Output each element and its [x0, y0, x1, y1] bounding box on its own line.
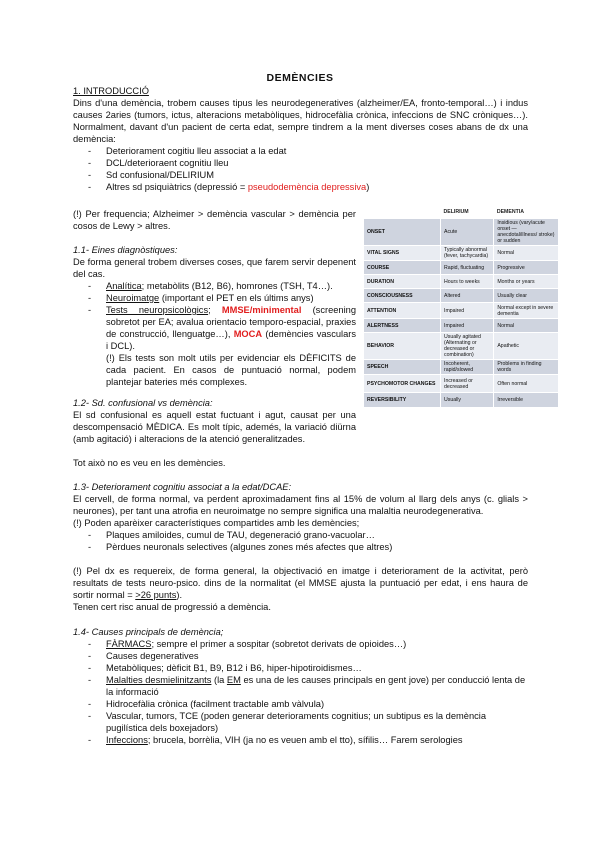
- table-header: [364, 206, 441, 219]
- note: (!) Els tests son molt utils per evidenciar els DÈFICITS de cada pacient. En casos de puntuació normal, podem plantejar bateries més complexes.: [106, 353, 356, 387]
- paragraph: El cervell, de forma normal, va perdent aproximadament fins al 15% de volum al llarg dels anys (c. glials > neurones), per tant una atrofia en neuroimatge no sempre significa una malaltia neurodegenerativa.: [73, 494, 528, 516]
- text: ; metabòlits (B12, B6), homrones (TSH, T4…).: [141, 281, 333, 291]
- table-cell: Normal except in severe dementia: [494, 303, 558, 319]
- table-row-label: REVERSIBILITY: [364, 393, 441, 407]
- text: ; sempre el primer a sospitar (sobretot derivats de opioides…): [151, 639, 407, 649]
- table-cell: Problems in finding words: [494, 360, 558, 375]
- list-item: [73, 292, 356, 304]
- section-heading: 1.3- Deteriorament cognitiu associat a la edat/DCAE:: [73, 482, 292, 492]
- table-row-label: SPEECH: [364, 360, 441, 375]
- section-heading: 1.1- Eines diagnòstiques:: [73, 245, 178, 255]
- table-cell: Incoherent, rapid/slowed: [441, 360, 494, 375]
- table-cell: Usually: [441, 393, 494, 407]
- text: (important el PET en els últims anys): [159, 293, 314, 303]
- table-row: [364, 246, 559, 261]
- bullet-list: [73, 280, 356, 388]
- paragraph: (!) Poden aparèixer característiques compartides amb les demències;: [73, 518, 360, 528]
- section-dcae: [73, 481, 528, 613]
- section-introduccio: [73, 85, 528, 193]
- table-row: [364, 375, 559, 393]
- underlined-text: Analítica: [106, 281, 142, 291]
- paragraph: Tot això no es veu en les demències.: [73, 458, 226, 468]
- table-cell: Irreversible: [494, 393, 558, 407]
- list-item: [73, 181, 528, 193]
- underlined-text: FÀRMACS: [106, 639, 152, 649]
- table-row: [364, 360, 559, 375]
- table-cell: Months or years: [494, 275, 558, 289]
- section-heading: 1. INTRODUCCIÓ: [73, 86, 149, 96]
- table-cell: Usually agitated (Alternating or decreased or combination): [441, 333, 494, 360]
- section-heading: 1.4- Causes principals de demència;: [73, 627, 224, 637]
- table-cell: Hours to weeks: [441, 275, 494, 289]
- table-row-label: ATTENTION: [364, 303, 441, 319]
- text: (screening sobretot per EA; avalua orientacio temporo-espacial, praxies de construcció, llenguatge…),: [106, 305, 356, 339]
- section-causes-principals: [73, 626, 528, 746]
- bullet-list: [73, 638, 528, 746]
- text: ).: [176, 590, 183, 600]
- table-row-label: ONSET: [364, 219, 441, 246]
- text: es una de les causes principals en gent jove) per conducció lenta de la informació: [106, 675, 526, 697]
- list-item: - DCL/deterioraent cognitiu lleu: [73, 157, 528, 169]
- text: ): [366, 182, 370, 192]
- highlight-text: MMSE/minimental: [221, 305, 302, 315]
- list-item: [73, 280, 356, 292]
- table-cell: Acute: [441, 219, 494, 246]
- underlined-text: Neuroimatge: [106, 293, 160, 303]
- list-item: - Plaques amiloides, cumul de TAU, degeneració grano-vacuolar…: [73, 529, 528, 541]
- underlined-text: >26 punts: [135, 590, 177, 600]
- list-item: - Deteriorament cogitiu lleu associat a la edat: [73, 145, 528, 157]
- list-item: [73, 674, 528, 698]
- text: Altres sd psiquiàtrics (depressió =: [106, 182, 248, 192]
- table-row-label: COURSE: [364, 261, 441, 275]
- table-cell: Rapid, fluctuating: [441, 261, 494, 275]
- table-cell: Altered: [441, 289, 494, 303]
- underlined-text: Infeccions: [106, 735, 148, 745]
- paragraph: Tenen cert risc anual de progressió a demència.: [73, 602, 271, 612]
- highlight-text: pseudodemència depressiva: [247, 182, 367, 192]
- section-confusional-vs-demencia: [73, 397, 356, 469]
- list-item: - Hidrocefàlia crònica (facilment tractable amb vàlvula): [73, 698, 528, 710]
- table-row-label: DURATION: [364, 275, 441, 289]
- table-header: DEMENTIA: [494, 206, 558, 219]
- table-cell: Usually clear: [494, 289, 558, 303]
- text: (la: [211, 675, 227, 685]
- table-row: [364, 319, 559, 333]
- section-heading: 1.2- Sd. confusional vs demència:: [73, 398, 213, 408]
- list-item: - Vascular, tumors, TCE (poden generar deterioraments cognitius; un subtipus es la demència pugilística dels boxejadors): [73, 710, 528, 734]
- table-header: DELIRIUM: [441, 206, 494, 219]
- paragraph: [73, 565, 528, 601]
- table-cell: Insidious (vary/acute onset — anecdotal/illness/ stroke) or sudden: [494, 219, 558, 246]
- table-row: [364, 289, 559, 303]
- table-row-label: CONSCIOUSNESS: [364, 289, 441, 303]
- paragraph: De forma general trobem diverses coses, que farem servir depenent del cas.: [73, 257, 356, 279]
- table-cell: Increased or decreased: [441, 375, 494, 393]
- list-item: [73, 304, 356, 388]
- page-title: DEMÈNCIES: [266, 72, 334, 84]
- bullet-list: [73, 529, 528, 553]
- table-row: [364, 303, 559, 319]
- text: (!) Pel dx es requereix, de forma general, la objectivació en imatge i deteriorament de la activitat, però resultats de tests neuro-psico. dins de la normalitat (el MMSE ajusta la puntuació per edat, i ens haura de sortir normal =: [73, 566, 528, 600]
- list-item: - Metabòliques; dèficit B1, B9, B12 i B6, hiper-hipotiroidismes…: [73, 662, 528, 674]
- underlined-text: Malalties desmielinitzants: [106, 675, 212, 685]
- section-eines-diagnostiques: [73, 244, 356, 388]
- list-item: [73, 734, 528, 746]
- underlined-text: EM: [226, 675, 241, 685]
- table-cell: Apathetic: [494, 333, 558, 360]
- table-row-label: BEHAVIOR: [364, 333, 441, 360]
- delirium-dementia-table: [363, 206, 558, 407]
- table-row: [364, 393, 559, 407]
- table-row: [364, 261, 559, 275]
- text: ;: [208, 305, 222, 315]
- list-item: - Causes degeneratives: [73, 650, 528, 662]
- paragraph: (!) Per frequencia; Alzheimer > demència vascular > demència per cosos de Lewy > altres.: [73, 209, 356, 231]
- table-cell: Typically abnormal (fever, tachycardia): [441, 246, 494, 261]
- bullet-list: [73, 145, 528, 193]
- table-row: [364, 333, 559, 360]
- table-cell: Impaired: [441, 319, 494, 333]
- table-cell: Often normal: [494, 375, 558, 393]
- table-row: [364, 219, 559, 246]
- table-row: [364, 275, 559, 289]
- table-cell: Normal: [494, 319, 558, 333]
- table-row-label: ALERTNESS: [364, 319, 441, 333]
- paragraph: Dins d'una demència, trobem causes tipus les neurodegeneratives (alzheimer/EA, fronto-temporal…) i indus causes 2aries (tumors, ictus, alteracions metabòliques, hidrocefàlia crònica, infeccions de SNC cròniques…). Normalment, davant d'un pacient de certa edat, sempre tindrem a la ment diverses coses abans de dx una demència:: [73, 98, 528, 144]
- table-cell: Normal: [494, 246, 558, 261]
- text: (demències vasculars i DCL).: [106, 329, 356, 351]
- table-row-label: PSYCHOMOTOR CHANGES: [364, 375, 441, 393]
- list-item: - Sd confusional/DELIRIUM: [73, 169, 528, 181]
- table-cell: Impaired: [441, 303, 494, 319]
- paragraph: El sd confusional es aquell estat fuctuant i agut, causat per una descompensació MÈDICA. Es molt típic, ademés, la variació diürna (amb agitació) i alteracions de la atenció generalitzades.: [73, 410, 356, 444]
- text: ; brucela, borrèlia, VIH (ja no es veuen amb el tto), sífilis… Farem serologies: [147, 735, 463, 745]
- table-cell: Progressive: [494, 261, 558, 275]
- list-item: - Pèrdues neuronals selectives (algunes zones més afectes que altres): [73, 541, 528, 553]
- frequency-note: [73, 208, 356, 232]
- table-row-label: VITAL SIGNS: [364, 246, 441, 261]
- table-header-row: [364, 206, 559, 219]
- underlined-text: Tests neuropsicològics: [106, 305, 209, 315]
- highlight-text: MOCA: [233, 329, 263, 339]
- list-item: [73, 638, 528, 650]
